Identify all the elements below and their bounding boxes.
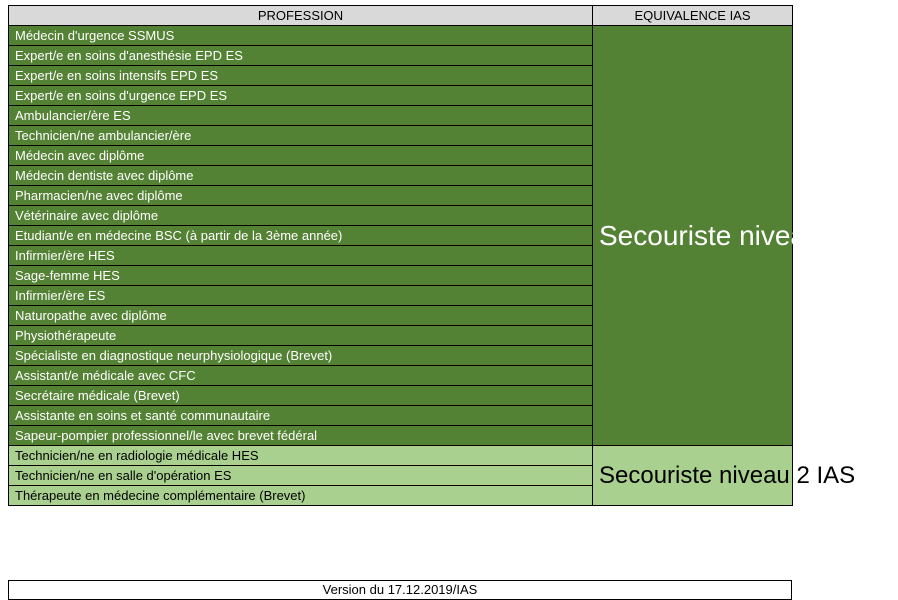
profession-cell: Etudiant/e en médecine BSC (à partir de la 3ème année) bbox=[9, 226, 593, 246]
profession-cell: Spécialiste en diagnostique neurphysiologique (Brevet) bbox=[9, 346, 593, 366]
profession-cell: Technicien/ne en radiologie médicale HES bbox=[9, 446, 593, 466]
profession-cell: Infirmier/ère ES bbox=[9, 286, 593, 306]
profession-cell: Vétérinaire avec diplôme bbox=[9, 206, 593, 226]
table-row bbox=[9, 26, 793, 46]
profession-cell: Médecin avec diplôme bbox=[9, 146, 593, 166]
profession-cell: Assistante en soins et santé communautaire bbox=[9, 406, 593, 426]
table-body bbox=[9, 26, 898, 506]
profession-cell: Secrétaire médicale (Brevet) bbox=[9, 386, 593, 406]
profession-cell: Technicien/ne en salle d'opération ES bbox=[9, 466, 593, 486]
table-row bbox=[9, 446, 793, 466]
equivalence-table bbox=[8, 5, 898, 506]
profession-cell: Naturopathe avec diplôme bbox=[9, 306, 593, 326]
profession-cell: Thérapeute en médecine complémentaire (Brevet) bbox=[9, 486, 593, 506]
equivalence-level-cell: Secouriste niveau 3 IAS bbox=[593, 26, 793, 446]
profession-cell: Expert/e en soins intensifs EPD ES bbox=[9, 66, 593, 86]
version-footer: Version du 17.12.2019/IAS bbox=[8, 580, 792, 600]
profession-cell: Expert/e en soins d'anesthésie EPD ES bbox=[9, 46, 593, 66]
profession-column-header: PROFESSION bbox=[9, 6, 593, 26]
profession-cell: Physiothérapeute bbox=[9, 326, 593, 346]
equivalence-level-cell: Secouriste niveau 2 IAS bbox=[593, 446, 793, 506]
profession-cell: Infirmier/ère HES bbox=[9, 246, 593, 266]
profession-cell: Assistant/e médicale avec CFC bbox=[9, 366, 593, 386]
equivalence-column-header: EQUIVALENCE IAS bbox=[593, 6, 793, 26]
profession-cell: Sapeur-pompier professionnel/le avec brevet fédéral bbox=[9, 426, 593, 446]
profession-cell: Expert/e en soins d'urgence EPD ES bbox=[9, 86, 593, 106]
profession-cell: Ambulancier/ère ES bbox=[9, 106, 593, 126]
profession-cell: Médecin d'urgence SSMUS bbox=[9, 26, 593, 46]
table-header-row bbox=[9, 6, 793, 26]
profession-cell: Médecin dentiste avec diplôme bbox=[9, 166, 593, 186]
profession-cell: Pharmacien/ne avec diplôme bbox=[9, 186, 593, 206]
profession-cell: Sage-femme HES bbox=[9, 266, 593, 286]
profession-cell: Technicien/ne ambulancier/ère bbox=[9, 126, 593, 146]
